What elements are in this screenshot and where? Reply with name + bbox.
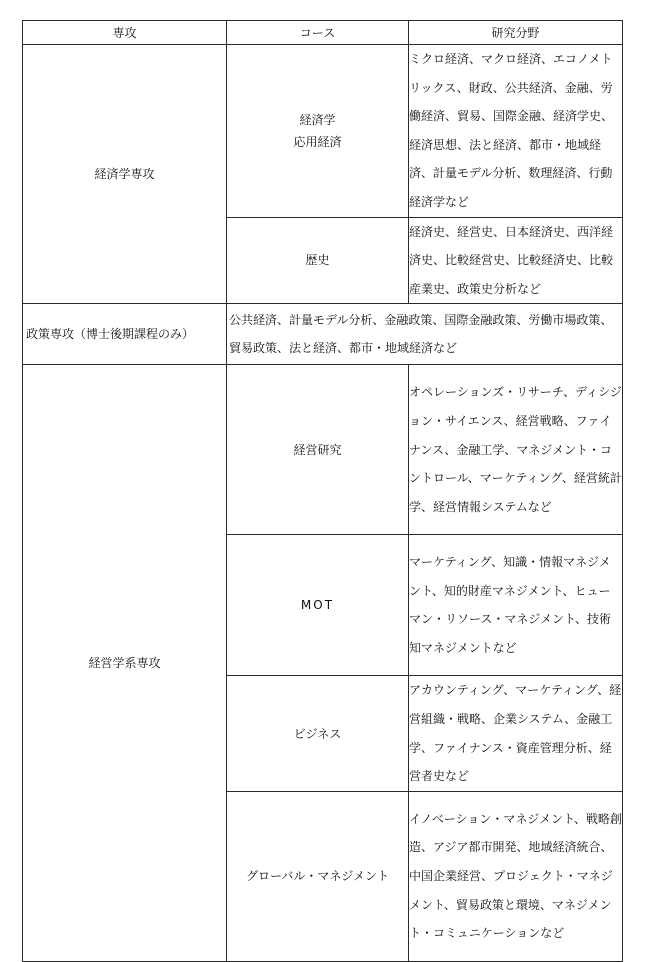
table-row xyxy=(23,45,623,218)
fields-global-management: イノベーション・マネジメント、戦略創造、アジア都市開発、地域経済統合、中国企業経営、プロジェクト・マネジメント、貿易政策と環境、マネジメント・コミュニケーションなど xyxy=(409,791,623,961)
header-major: 専攻 xyxy=(23,21,227,45)
course-business: ビジネス xyxy=(227,676,409,791)
research-fields-table xyxy=(22,20,623,962)
major-economics: 経済学専攻 xyxy=(23,45,227,304)
header-row xyxy=(23,21,623,45)
course-economics-applied xyxy=(227,45,409,218)
fields-business: アカウンティング、マーケティング、経営組織・戦略、企業システム、金融工学、ファイナンス・資産管理分析、経営者史など xyxy=(409,676,623,791)
course-mot: MOT xyxy=(227,535,409,676)
fields-economics-applied: ミクロ経済、マクロ経済、エコノメトリックス、財政、公共経済、金融、労働経済、貿易、国際金融、経済学史、経済思想、法と経済、都市・地域経済、計量モデル分析、数理経済、行動経済学など xyxy=(409,45,623,218)
course-label-line: 経済学 xyxy=(299,112,336,127)
header-fields: 研究分野 xyxy=(409,21,623,45)
fields-history: 経済史、経営史、日本経済史、西洋経済史、比較経営史、比較経済史、比較産業史、政策史分析など xyxy=(409,217,623,304)
course-label-line: 応用経済 xyxy=(293,134,342,149)
course-history: 歴史 xyxy=(227,217,409,304)
course-management-research: 経営研究 xyxy=(227,365,409,535)
course-global-management: グローバル・マネジメント xyxy=(227,791,409,961)
fields-management-research: オペレーションズ・リサーチ、ディシジョン・サイエンス、経営戦略、ファイナンス、金融工学、マネジメント・コントロール、マーケティング、経営統計学、経営情報システムなど xyxy=(409,365,623,535)
fields-mot: マーケティング、知識・情報マネジメント、知的財産マネジメント、ヒューマン・リソース・マネジメント、技術知マネジメントなど xyxy=(409,535,623,676)
major-policy: 政策専攻（博士後期課程のみ） xyxy=(23,304,227,365)
table-row xyxy=(23,365,623,535)
table-row xyxy=(23,304,623,365)
header-course: コース xyxy=(227,21,409,45)
fields-policy: 公共経済、計量モデル分析、金融政策、国際金融政策、労働市場政策、貿易政策、法と経済、都市・地域経済など xyxy=(227,304,623,365)
major-management: 経営学系専攻 xyxy=(23,365,227,961)
